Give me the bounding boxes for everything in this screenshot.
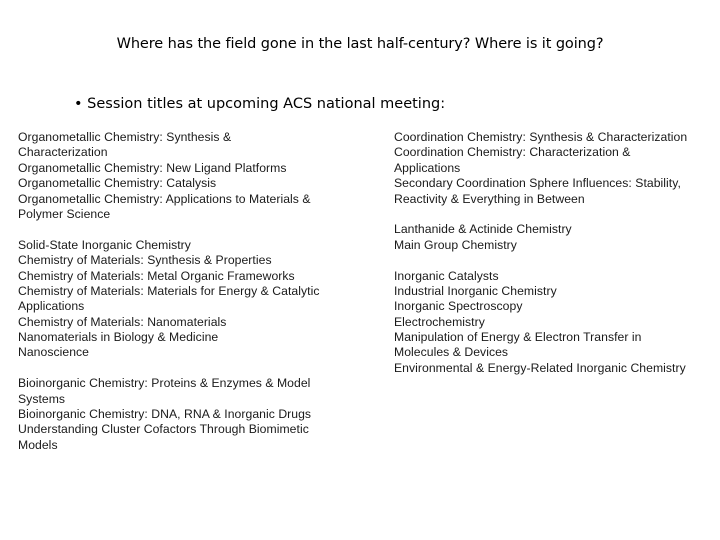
session-title-line: Characterization xyxy=(18,145,108,160)
group-spacer xyxy=(18,222,348,237)
group-spacer xyxy=(394,207,714,222)
session-title-line: Organometallic Chemistry: Catalysis xyxy=(18,176,217,191)
session-title-line: Applications xyxy=(18,299,85,314)
session-title-line: Inorganic Catalysts xyxy=(394,268,499,283)
session-title-line: Chemistry of Materials: Metal Organic Frameworks xyxy=(18,268,295,283)
session-title-line: Nanoscience xyxy=(18,345,90,360)
session-title-line: Industrial Inorganic Chemistry xyxy=(394,283,557,298)
session-title-line: Chemistry of Materials: Synthesis & Properties xyxy=(18,253,272,268)
session-title-line: Models xyxy=(18,437,58,452)
group-spacer xyxy=(394,253,714,268)
session-title-line: Coordination Chemistry: Characterization & xyxy=(394,145,631,160)
slide-title: Where has the field gone in the last half-century? Where is it going? xyxy=(116,36,604,52)
session-title-line: Bioinorganic Chemistry: DNA, RNA & Inorganic Drugs xyxy=(18,407,312,422)
session-title-line: Chemistry of Materials: Materials for Energy & Catalytic xyxy=(18,283,320,298)
session-title-line: Environmental & Energy-Related Inorganic Chemistry xyxy=(394,360,686,375)
session-title-line: Solid-State Inorganic Chemistry xyxy=(18,237,191,252)
session-title-line: Polymer Science xyxy=(18,206,111,221)
session-title-line: Main Group Chemistry xyxy=(394,237,517,252)
session-title-line: Coordination Chemistry: Synthesis & Characterization xyxy=(394,130,688,144)
session-title-line: Organometallic Chemistry: Applications to Materials & xyxy=(18,191,311,206)
session-title-line: Applications xyxy=(394,160,461,175)
session-title-line: Organometallic Chemistry: New Ligand Platforms xyxy=(18,160,287,175)
session-title-line: Systems xyxy=(18,391,66,406)
session-title-line: Secondary Coordination Sphere Influences: Stability, xyxy=(394,176,681,191)
session-title-line: Reactivity & Everything in Between xyxy=(394,191,585,206)
session-title-line: Chemistry of Materials: Nanomaterials xyxy=(18,314,227,329)
session-title-line: Molecules & Devices xyxy=(394,345,509,360)
session-title-line: Lanthanide & Actinide Chemistry xyxy=(394,222,572,237)
session-title-line: Inorganic Spectroscopy xyxy=(394,299,523,314)
session-titles-heading: • Session titles at upcoming ACS national meeting: xyxy=(74,96,446,112)
left-session-list xyxy=(18,130,348,453)
session-title-line: Nanomaterials in Biology & Medicine xyxy=(18,330,219,345)
session-title-line: Manipulation of Energy & Electron Transfer in xyxy=(394,330,642,345)
session-title-line: Bioinorganic Chemistry: Proteins & Enzymes & Model xyxy=(18,376,311,391)
session-title-line: Organometallic Chemistry: Synthesis & xyxy=(18,130,232,144)
right-session-list xyxy=(394,130,714,376)
session-title-line: Understanding Cluster Cofactors Through Biomimetic xyxy=(18,422,309,437)
session-title-line: Electrochemistry xyxy=(394,314,485,329)
group-spacer xyxy=(18,361,348,376)
